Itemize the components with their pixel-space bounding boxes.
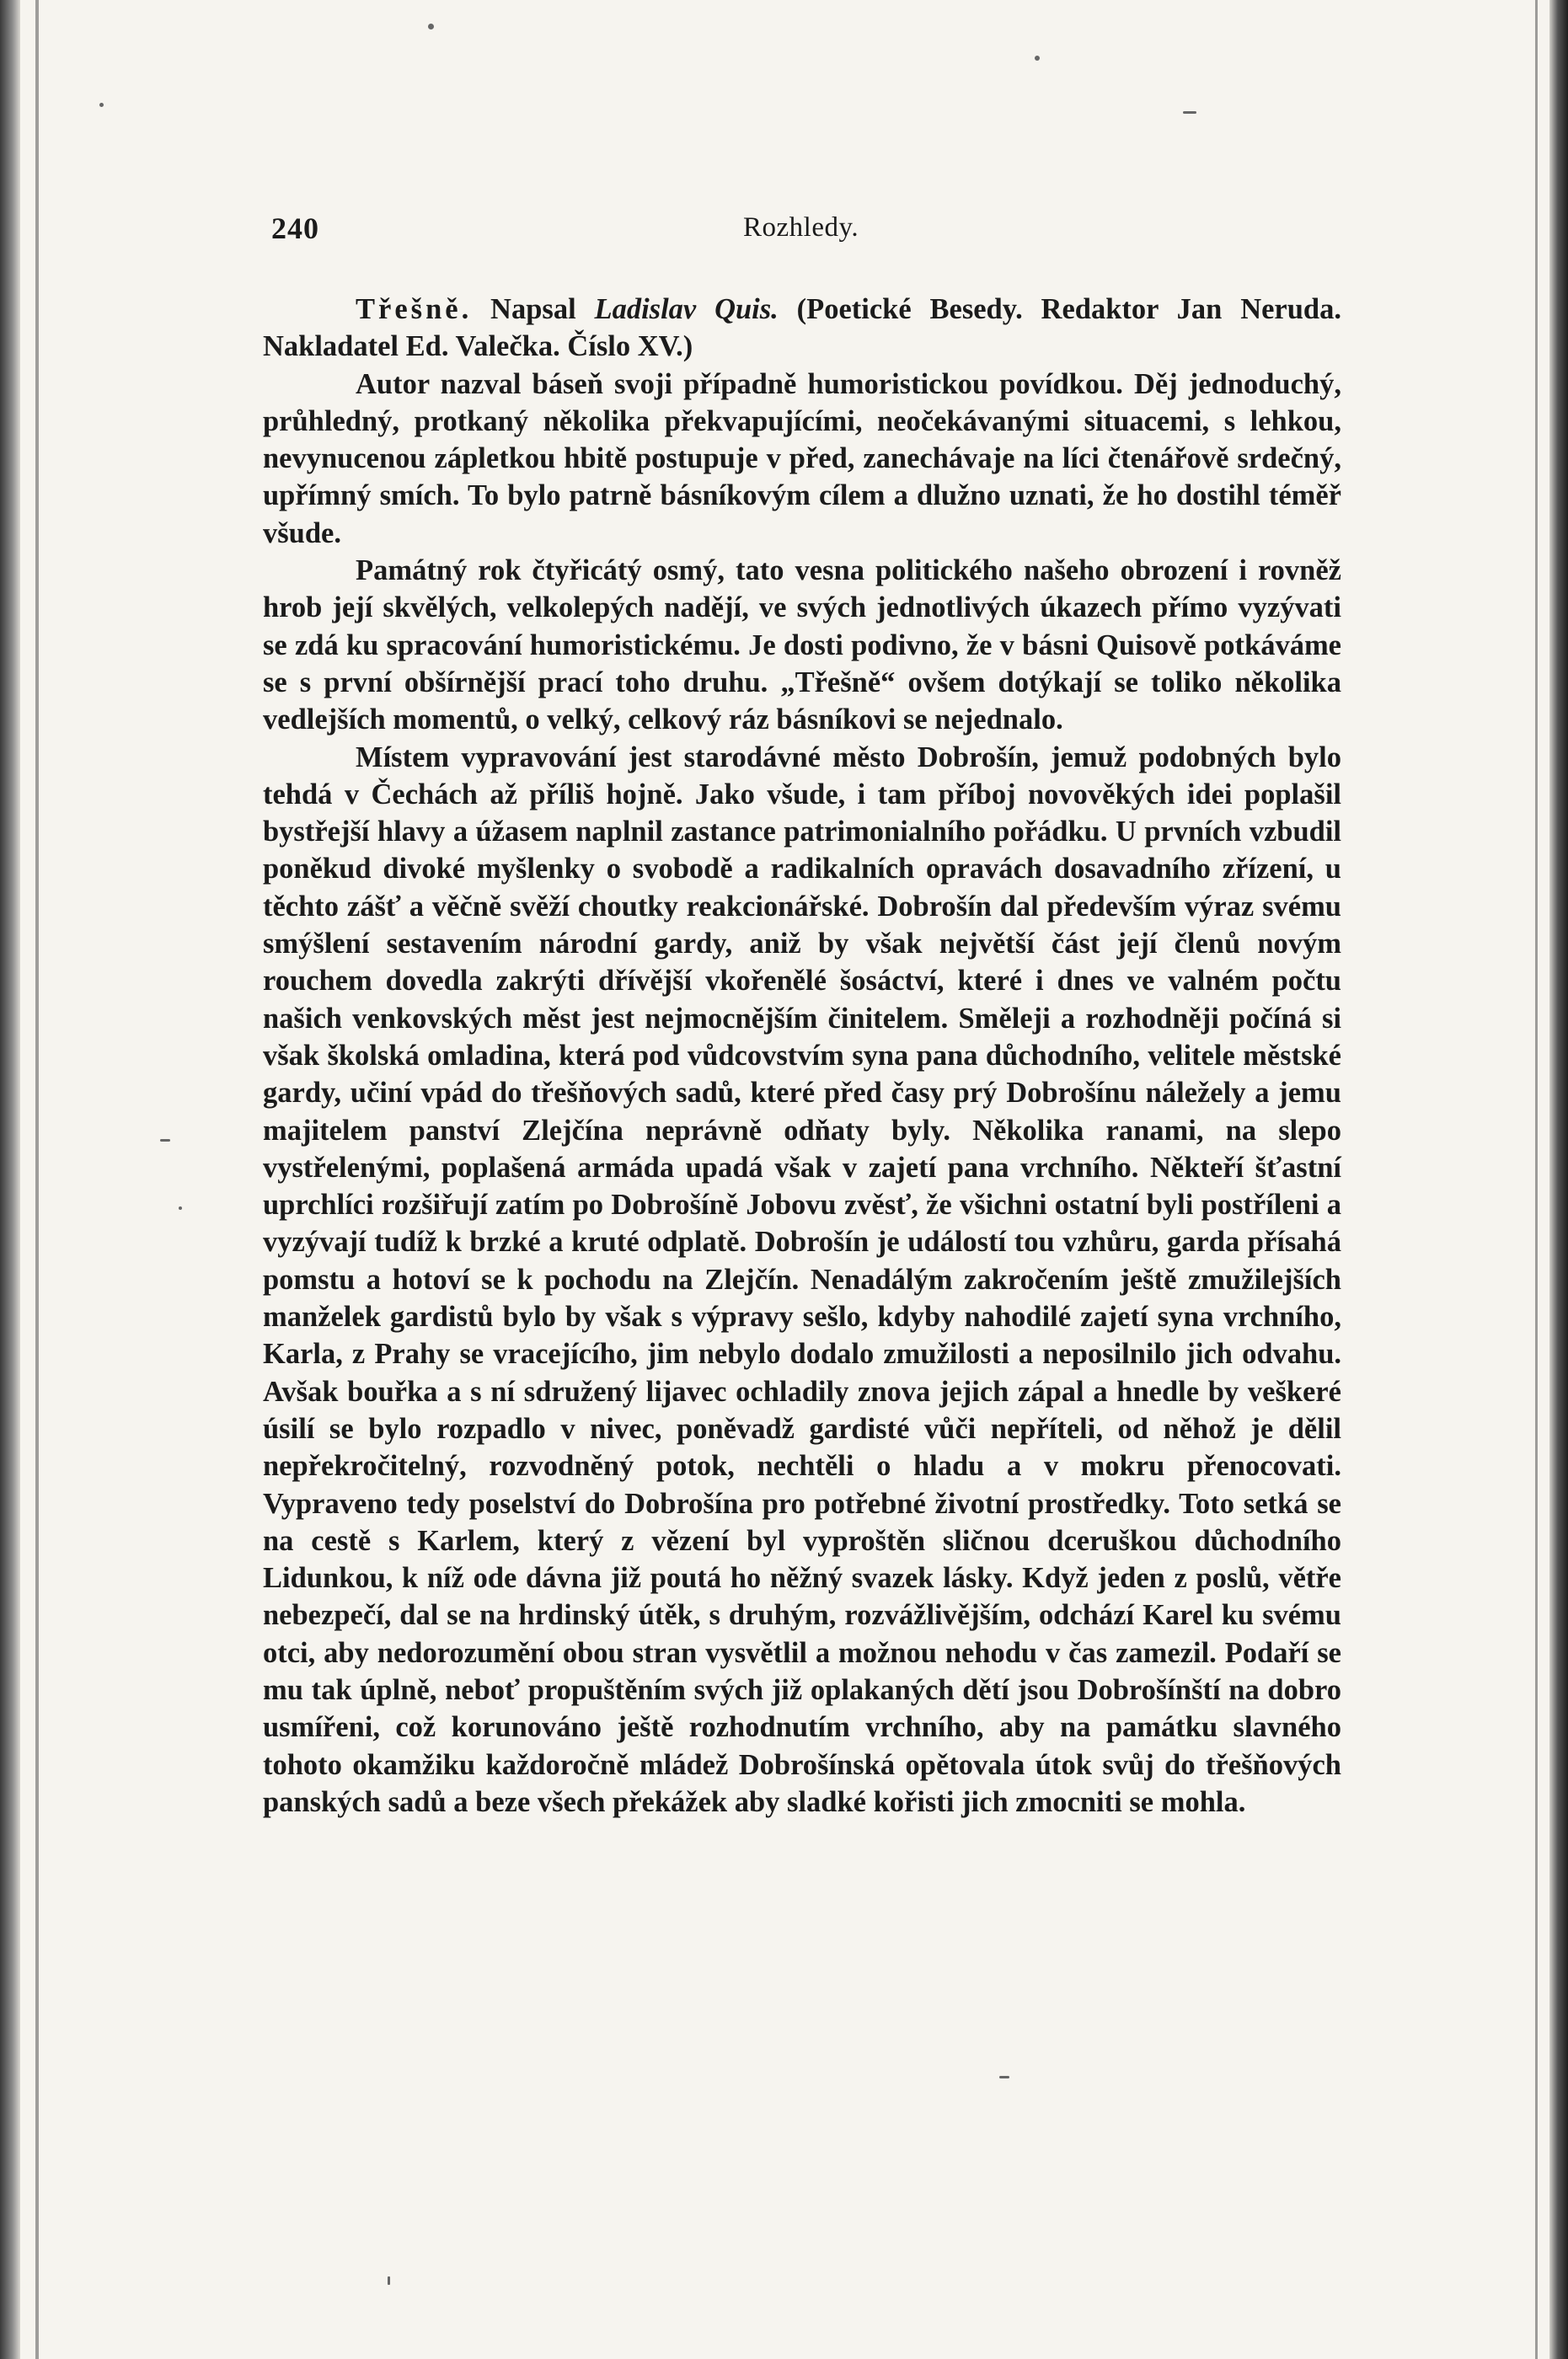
running-head: Rozhledy. (743, 212, 859, 243)
scan-speck (1035, 56, 1040, 61)
right-scan-edge (1549, 0, 1568, 2359)
left-scan-line (35, 0, 39, 2359)
paragraph: Autor nazval báseň svoji případně humoristickou povídkou. Děj jednoduchý, průhledný, protkaný několika překvapujícími, neočekávanými situacemi, s lehkou, nevynucenou zápletkou hbitě postupuje v před, zanechávaje na líci čtenářově srdečný, upřímný smích. To bylo patrně básníkovým cílem a dlužno uznati, že ho dostihl téměř všude. (263, 367, 1341, 549)
review-citation: (Poetické Besedy. Redaktor Jan Neruda. Nakladatel Ed. Valečka. Číslo XV.) (263, 293, 1341, 363)
page-header (271, 211, 1341, 248)
review-written-by: Napsal (472, 293, 595, 325)
scan-speck (388, 2276, 390, 2285)
review-title: Třešně. (356, 293, 473, 325)
body-text (263, 291, 1341, 1821)
paragraph: Místem vypravování jest starodávné město Dobrošín, jemuž podobných bylo tehdá v Čechách až příliš hojně. Jako všude, i tam příboj novověkých idei poplašil bystřejší hlavy a úžasem naplnil zastance patrimonialního pořádku. U prvních vzbudil poněkud divoké myšlenky o svobodě a radikalních opravách dosavadního zřízení, u těchto zášť a věčně svěží choutky reakcionářské. Dobrošín dal především výraz svému smýšlení sestavením národní gardy, aniž by však největší část její členů novým rouchem dovedla zakrýti dřívější vkořenělé šosáctví, které i dnes ve valném počtu našich venkovských měst jest nejmocnějším činitelem. Směleji a rozhodněji počíná si však školská omladina, která pod vůdcovstvím syna pana důchodního, velitele městské gardy, učiní vpád do třešňových sadů, které před časy prý Dobrošínu náležely a jemu majitelem panství Zlejčína neprávně odňaty byly. Několika ranami, na slepo vystřelenými, poplašená armáda upadá však v zajetí pana vrchního. Někteří šťastní uprchlíci rozšiřují zatím po Dobrošíně Jobovu zvěsť, že všichni ostatní byli postříleni a vyzývají tudíž k brzké a kruté odplatě. Dobrošín je událostí tou vzhůru, garda přísahá pomstu a hotoví se k pochodu na Zlejčín. Nenadálým zakročením ještě zmužilejších manželek gardistů bylo by však s výpravy sešlo, kdyby nahodilé zajetí syna vrchního, Karla, z Prahy se vracejícího, jim nebylo dodalo zmužilosti a neposilnilo jich odvahu. Avšak bouřka a s ní sdružený lijavec ochladily znova jejich zápal a hnedle by veškeré úsilí se bylo rozpadlo v nivec, poněvadž gardisté vůči nepříteli, od něhož je dělil nepřekročitelný, rozvodněný potok, nechtěli o hladu a v mokru přenocovati. Vypraveno tedy poselství do Dobrošína pro potřebné životní prostředky. Toto setká se na cestě s Karlem, který z vězení byl vyproštěn sličnou dceruškou důchodního Lidunkou, k níž ode dávna již poutá ho něžný svazek lásky. Když jeden z poslů, větře nebezpečí, dal se na hrdinský útěk, s druhým, rozvážlivějším, odchází Karel ku svému otci, aby nedorozumění obou stran vysvětlil a možnou nehodu v čas zamezil. Podaří se mu tak úplně, neboť propuštěním svých již oplakaných dětí jsou Dobrošínští na dobro usmířeni, což korunováno ještě rozhodnutím vrchního, aby na památku slavného tohoto okamžiku každoročně mládež Dobrošínská opětovala útok svůj do třešňových panských sadů a beze všech překážek aby sladké kořisti jich zmocniti se mohla. (263, 741, 1341, 1818)
right-scan-line (1535, 0, 1538, 2359)
left-scan-edge (0, 0, 20, 2359)
review-author: Ladislav Quis. (594, 293, 779, 325)
review-heading-paragraph (263, 291, 1341, 366)
scan-speck (160, 1139, 170, 1142)
scan-speck (999, 2076, 1009, 2078)
page-number: 240 (271, 211, 319, 245)
scan-speck (428, 24, 434, 29)
paragraph: Památný rok čtyřicátý osmý, tato vesna politického našeho obrození i rovněž hrob její skvělých, velkolepých nadějí, ve svých jednotlivých úkazech přímo vyzývati se zdá ku spracování humoristickému. Je dosti podivno, že v básni Quisově potkáváme se s první obšírnější prací toho druhu. „Třešně“ ovšem dotýkají se toliko několika vedlejších momentů, o velký, celkový ráz básníkovi se nejednalo. (263, 554, 1341, 736)
scan-speck (99, 103, 104, 107)
scan-speck (1183, 111, 1196, 114)
scan-speck (179, 1206, 182, 1210)
